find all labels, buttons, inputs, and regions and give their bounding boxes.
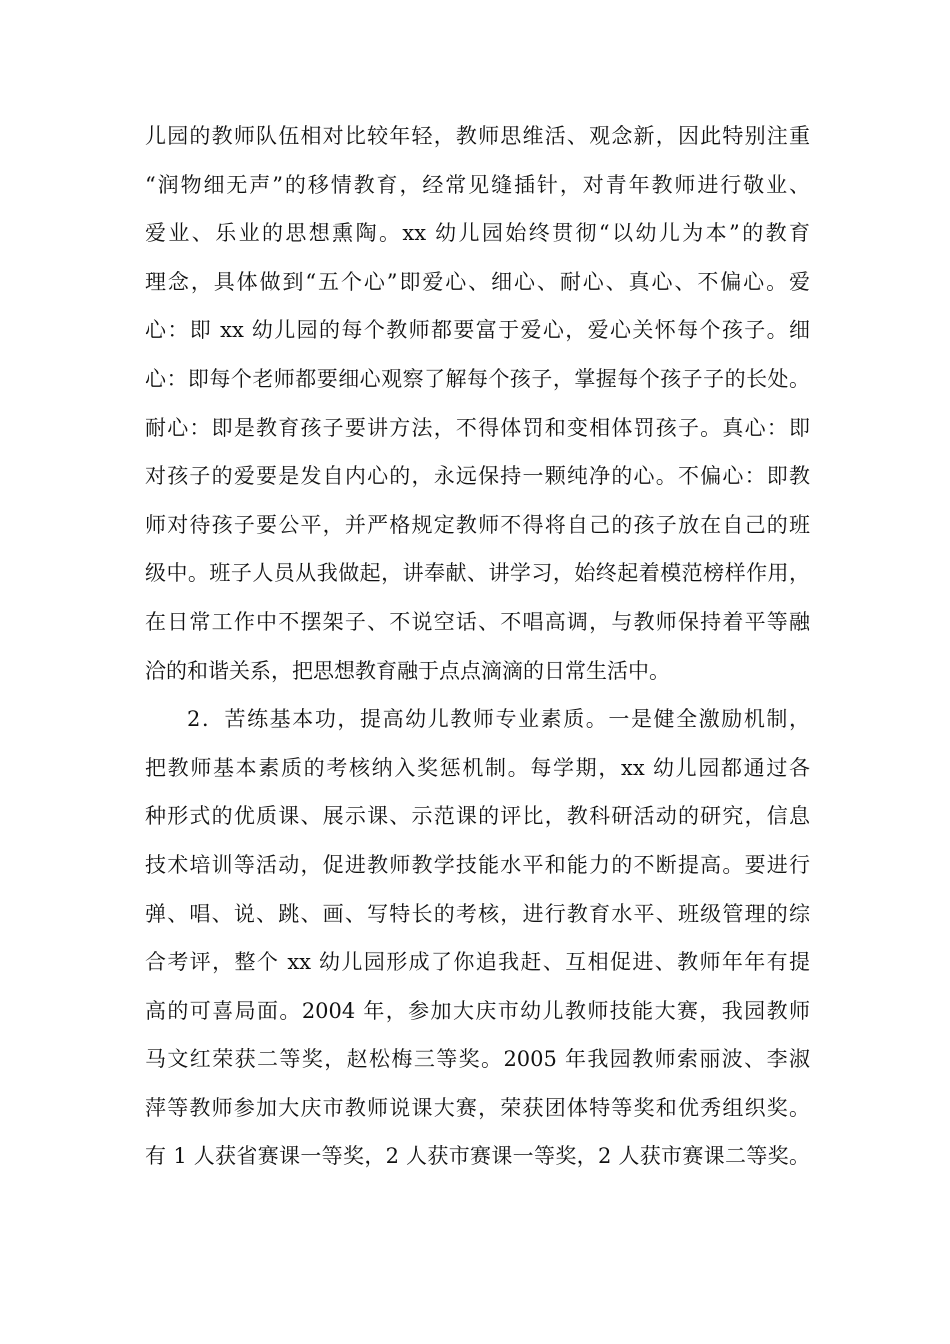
text-line: 爱业、乐业的思想熏陶。xx 幼儿园始终贯彻“以幼儿为本”的教育 (145, 221, 810, 246)
text-line: 儿园的教师队伍相对比较年轻，教师思维活、观念新，因此特别注重 (145, 124, 810, 148)
text-line: 级中。班子人员从我做起，讲奉献、讲学习，始终起着模范榜样作用， (145, 561, 810, 586)
text-line: 合考评，整个 xx 幼儿园形成了你追我赶、互相促进、教师年年有提 (145, 950, 810, 975)
text-line: 种形式的优质课、展示课、示范课的评比，教科研活动的研究，信息 (145, 804, 810, 829)
text-line: 耐心：即是教育孩子要讲方法，不得体罚和变相体罚孩子。真心：即 (145, 415, 810, 440)
text-line: 弹、唱、说、跳、画、写特长的考核，进行教育水平、班级管理的综 (145, 901, 810, 926)
text-line: 对孩子的爱要是发自内心的，永远保持一颗纯净的心。不偏心：即教 (145, 464, 810, 489)
text-line: 萍等教师参加大庆市教师说课大赛，荣获团体特等奖和优秀组织奖。 (145, 1095, 810, 1120)
text-line: 技术培训等活动，促进教师教学技能水平和能力的不断提高。要进行 (145, 852, 810, 877)
text-line: 马文红荣获二等奖，赵松梅三等奖。2005 年我园教师索丽波、李淑 (145, 1047, 810, 1072)
text-line: “润物细无声”的移情教育，经常见缝插针，对青年教师进行敬业、 (145, 172, 810, 197)
text-line: 2．苦练基本功，提高幼儿教师专业素质。一是健全激励机制， (187, 707, 810, 732)
text-line: 高的可喜局面。2004 年，参加大庆市幼儿教师技能大赛，我园教师 (145, 998, 810, 1023)
text-line: 师对待孩子要公平，并严格规定教师不得将自己的孩子放在自己的班 (145, 512, 810, 537)
text-line: 心：即 xx 幼儿园的每个教师都要富于爱心，爱心关怀每个孩子。细 (145, 318, 810, 343)
text-line: 理念，具体做到“五个心”即爱心、细心、耐心、真心、不偏心。爱 (145, 269, 810, 294)
body-text (145, 112, 810, 1181)
text-line: 心：即每个老师都要细心观察了解每个孩子，掌握每个孩子子的长处。 (145, 366, 810, 391)
text-line: 在日常工作中不摆架子、不说空话、不唱高调，与教师保持着平等融 (145, 609, 810, 634)
text-line: 有 1 人获省赛课一等奖，2 人获市赛课一等奖，2 人获市赛课二等奖。 (145, 1144, 810, 1169)
text-line: 把教师基本素质的考核纳入奖惩机制。每学期，xx 幼儿园都通过各 (145, 755, 810, 780)
text-line: 洽的和谐关系，把思想教育融于点点滴滴的日常生活中。 (145, 658, 670, 683)
